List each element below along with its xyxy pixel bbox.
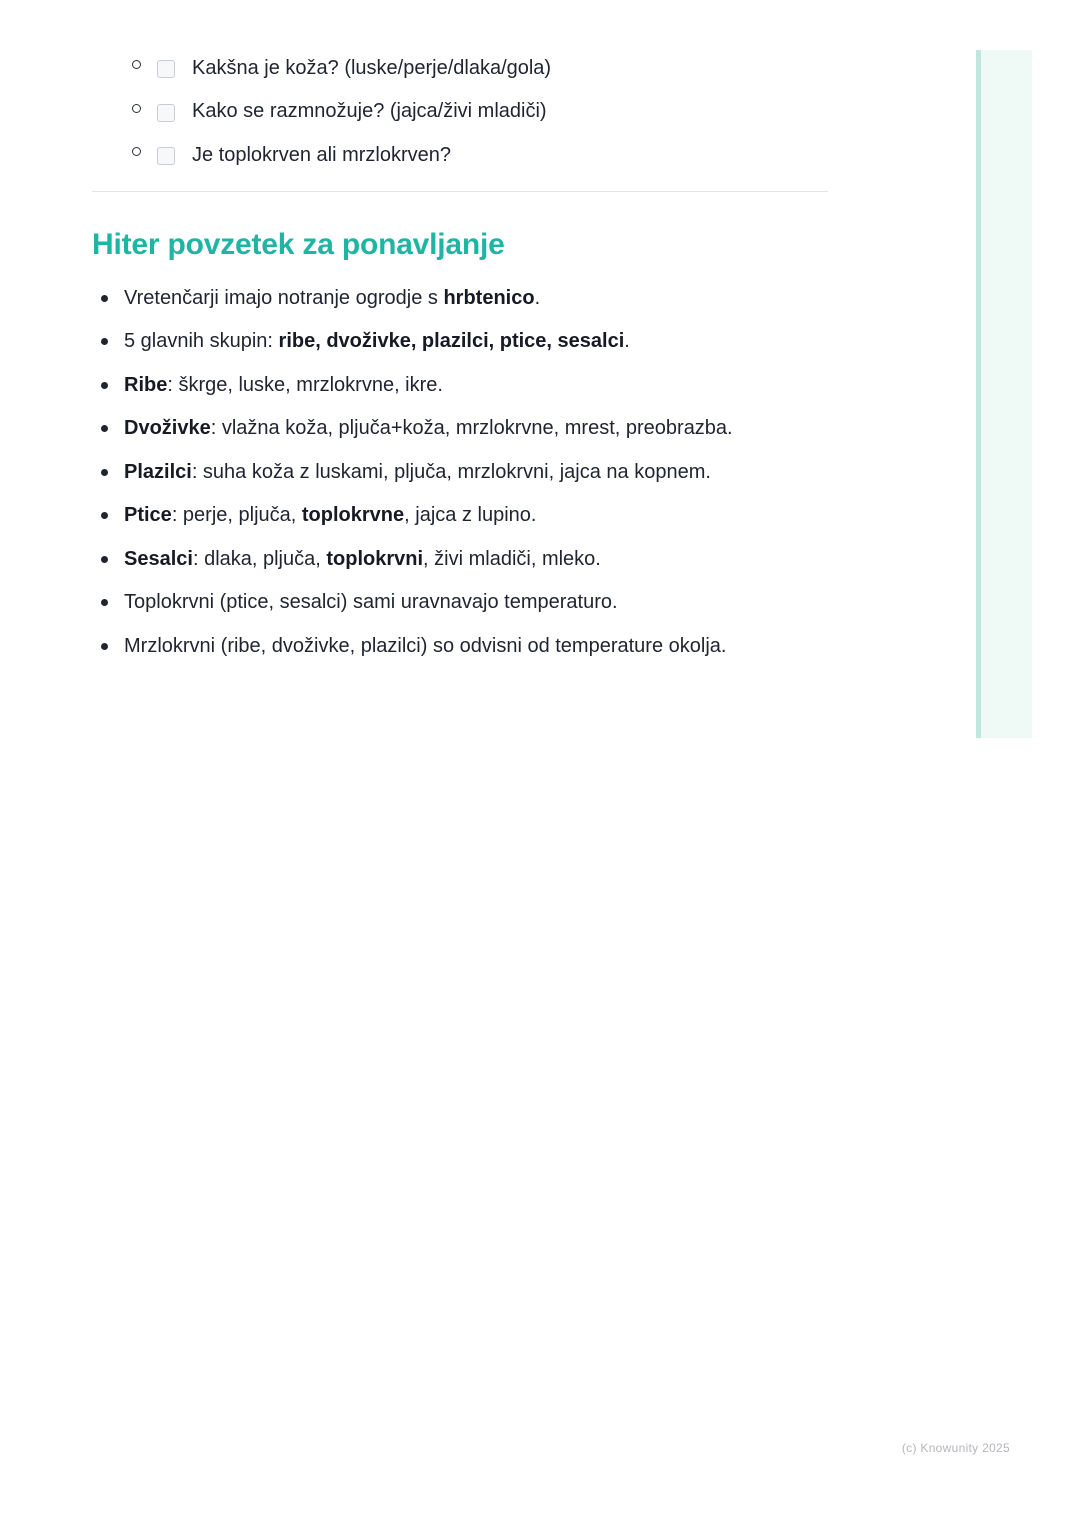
summary-item xyxy=(124,632,828,676)
summary-text: . xyxy=(624,330,630,352)
summary-bold: Dvoživke xyxy=(124,417,211,439)
bullet-icon xyxy=(101,295,108,302)
summary-bold: Sesalci xyxy=(124,547,193,570)
summary-item xyxy=(124,545,828,589)
circle-bullet-icon xyxy=(132,60,141,69)
checklist-item-label: Kako se razmnožuje? (jajca/živi mladiči) xyxy=(192,100,547,123)
summary-item xyxy=(124,284,828,328)
summary-text: Mrzlokrvni (ribe, dvoživke, plazilci) so odvisni od temperature okolja. xyxy=(124,634,727,657)
summary-bold: hrbtenico xyxy=(443,286,535,309)
summary-bold: Ribe xyxy=(124,373,168,396)
summary-text: 5 glavnih skupin: xyxy=(124,330,279,352)
summary-bold: toplokrvne xyxy=(301,504,405,526)
summary-text: : suha koža z luskami, pljuča, mrzlokrvni, jajca na kopnem. xyxy=(191,460,711,483)
bullet-icon xyxy=(101,643,108,650)
bullet-icon xyxy=(101,382,108,389)
copyright-footer: (c) Knowunity 2025 xyxy=(901,1441,1010,1455)
checklist-item xyxy=(132,90,828,134)
summary-item xyxy=(124,458,828,502)
document-content xyxy=(92,46,828,675)
summary-text: . xyxy=(534,286,541,309)
summary-item xyxy=(124,327,828,371)
summary-item xyxy=(124,501,828,545)
section-divider xyxy=(92,191,828,192)
checklist xyxy=(92,46,828,177)
summary-text: : dlaka, pljuča, xyxy=(192,547,327,570)
checkbox[interactable] xyxy=(157,60,175,78)
summary-text: , jajca z lupino. xyxy=(404,504,537,526)
summary-text: Toplokrvni (ptice, sesalci) sami uravnavajo temperaturo. xyxy=(124,591,618,613)
circle-bullet-icon xyxy=(132,147,141,156)
summary-item xyxy=(124,414,828,458)
summary-text: Vretenčarji imajo notranje ogrodje s xyxy=(124,286,444,309)
circle-bullet-icon xyxy=(132,104,141,113)
summary-text: , živi mladiči, mleko. xyxy=(423,547,601,570)
summary-bold: toplokrvni xyxy=(326,547,424,570)
summary-text: : škrge, luske, mrzlokrvne, ikre. xyxy=(167,373,443,396)
bullet-icon xyxy=(101,512,108,519)
checklist-item-label: Je toplokrven ali mrzlokrven? xyxy=(192,143,451,166)
bullet-icon xyxy=(101,556,108,563)
section-heading: Hiter povzetek za ponavljanje xyxy=(92,227,505,261)
checkbox[interactable] xyxy=(157,147,175,165)
summary-bold: Ptice xyxy=(124,504,172,526)
summary-text: : vlažna koža, pljuča+koža, mrzlokrvne, mrest, preobrazba. xyxy=(210,417,733,439)
bullet-icon xyxy=(101,469,108,476)
bullet-icon xyxy=(101,425,108,432)
checkbox[interactable] xyxy=(157,104,175,122)
bullet-icon xyxy=(101,599,108,606)
checklist-item-label: Kakšna je koža? (luske/perje/dlaka/gola) xyxy=(192,56,552,79)
summary-list xyxy=(92,284,828,676)
summary-text: : perje, pljuča, xyxy=(171,504,302,526)
summary-item xyxy=(124,588,828,632)
summary-bold: Plazilci xyxy=(124,460,192,483)
side-panel xyxy=(976,50,1032,738)
checklist-item xyxy=(132,46,828,90)
summary-item xyxy=(124,371,828,415)
summary-bold: ribe, dvoživke, plazilci, ptice, sesalci xyxy=(278,330,625,352)
checklist-item xyxy=(132,133,828,177)
bullet-icon xyxy=(101,338,108,345)
